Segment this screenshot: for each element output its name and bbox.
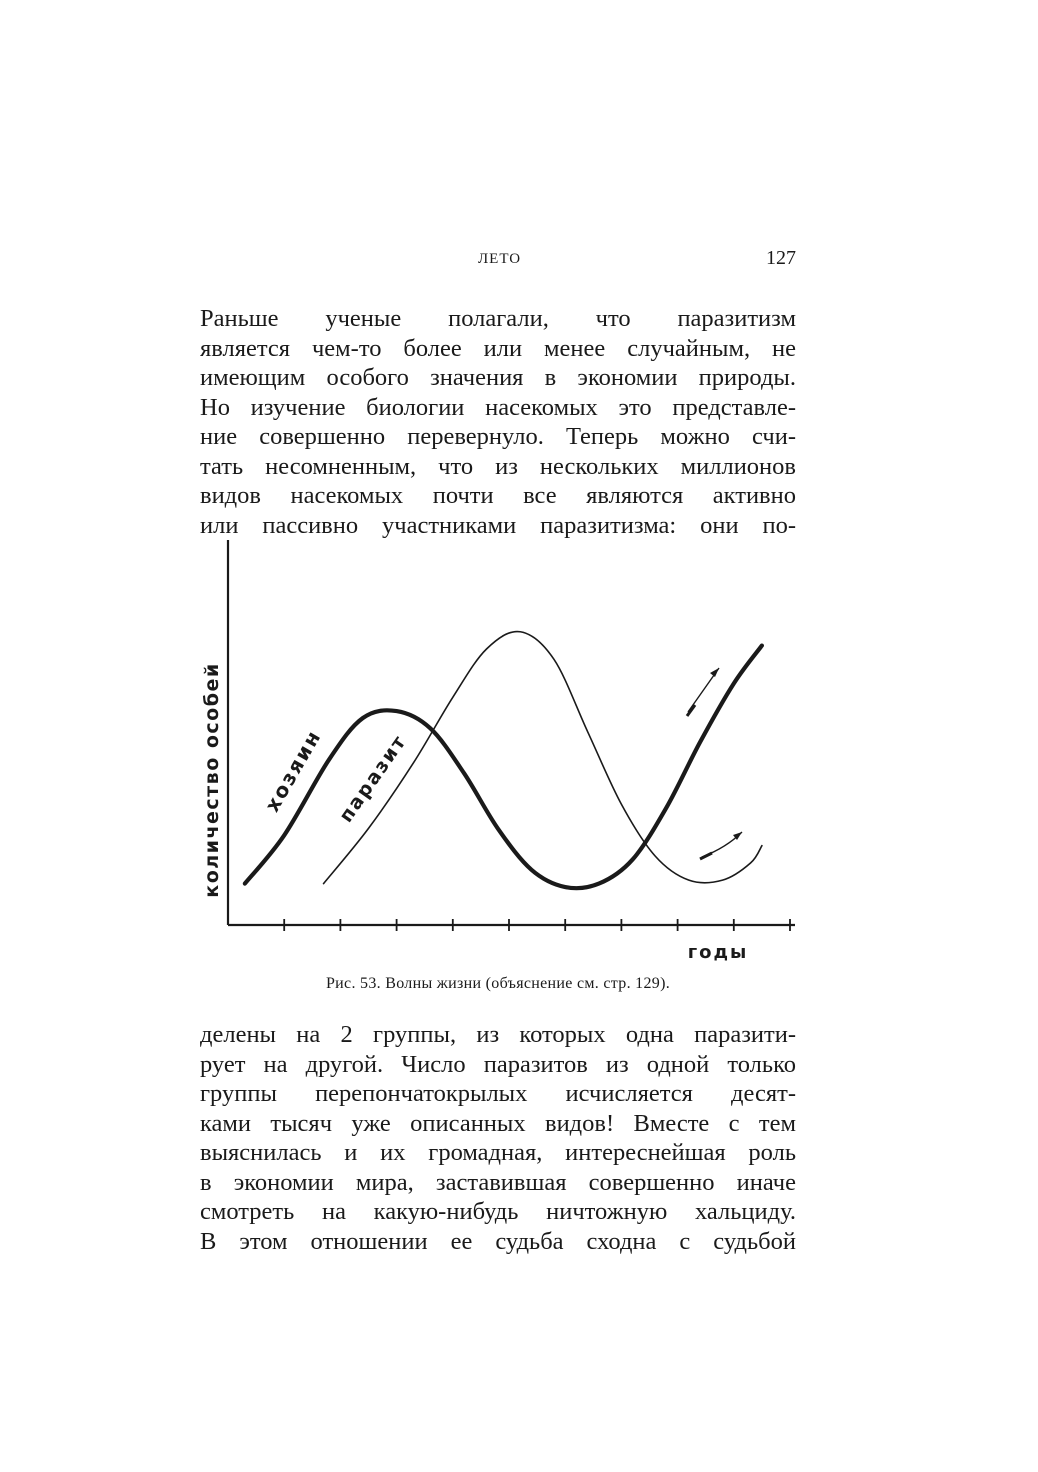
figure-life-waves <box>190 520 820 970</box>
running-title: ЛЕТО <box>478 251 522 267</box>
life-waves-chart <box>190 520 820 970</box>
host-curve <box>245 646 762 889</box>
paragraph-line: или пассивно участниками паразитизма: они по- <box>200 511 796 539</box>
parasite-curve-label: паразит <box>334 730 412 827</box>
page-number: 127 <box>766 247 796 269</box>
paragraph-line: тать несомненным, что из нескольких миллионов <box>200 452 796 480</box>
paragraph-line: в экономии мира, заставившая совершенно иначе <box>200 1168 796 1196</box>
y-axis-label: количество особей <box>201 662 223 898</box>
paragraph-line: делены на 2 группы, из которых одна паразити- <box>200 1021 796 1048</box>
paragraph-line: рует на другой. Число паразитов из одной только <box>200 1050 796 1078</box>
paragraph-top <box>200 304 796 540</box>
host-curve-label: хозяин <box>259 725 327 816</box>
paragraph-line: ками тысяч уже описанных видов! Вместе с тем <box>200 1109 796 1137</box>
paragraph-line: является чем-то более или менее случайным, не <box>200 334 796 362</box>
arrow-tail-icon <box>700 853 712 859</box>
down-arrows <box>700 832 742 859</box>
paragraph-bottom <box>200 1020 796 1256</box>
paragraph-line: имеющим особого значения в экономии природы. <box>200 364 796 391</box>
figure-caption: Рис. 53. Волны жизни (объяснение см. стр. 129). <box>325 975 671 992</box>
paragraph-line: видов насекомых почти все являются активно <box>200 482 796 509</box>
paragraph-line: Раньше ученые полагали, что паразитизм <box>200 305 796 332</box>
chart-series <box>245 632 762 889</box>
paragraph-line: группы перепончатокрылых исчисляется десят- <box>200 1080 796 1107</box>
paragraph-line: ние совершенно перевернуло. Теперь можно счи- <box>200 423 796 450</box>
paragraph-line: выяснилась и их громадная, интереснейшая роль <box>200 1139 796 1166</box>
running-head <box>200 247 796 275</box>
up-arrows <box>687 668 719 716</box>
arrowhead-icon <box>710 668 719 677</box>
x-axis-label: годы <box>687 942 749 963</box>
paragraph-line: В этом отношении ее судьба сходна с судьбой <box>200 1227 796 1255</box>
paragraph-line: смотреть на какую-нибудь ничтожную хальциду. <box>200 1198 796 1225</box>
paragraph-line: Но изучение биологии насекомых это представле- <box>200 393 796 421</box>
